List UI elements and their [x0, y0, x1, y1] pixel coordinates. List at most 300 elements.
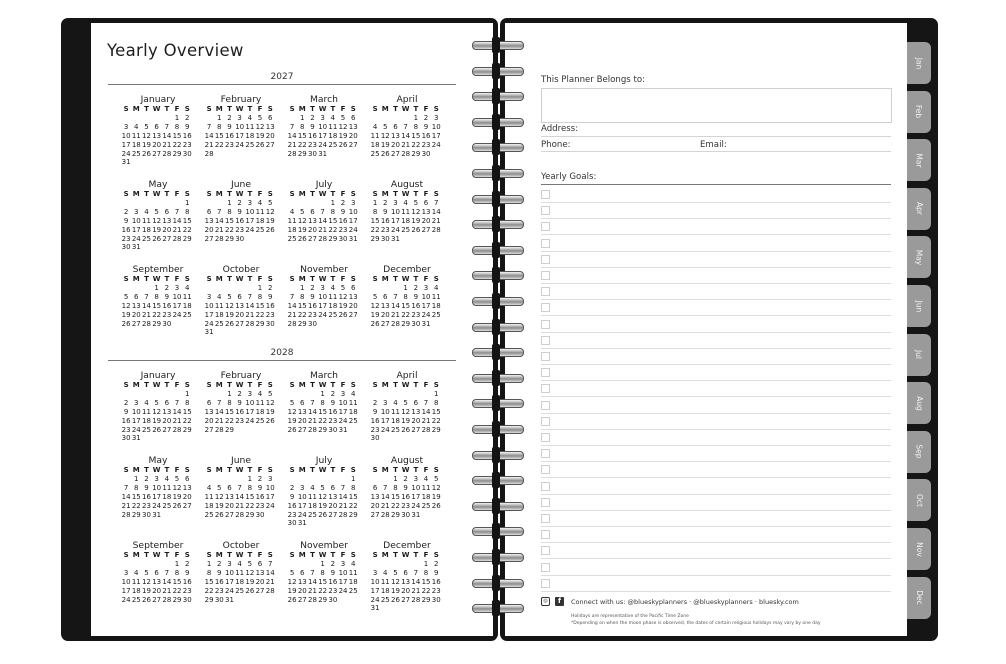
day-cell: 13: [421, 207, 431, 216]
weekday-header: W: [318, 105, 327, 113]
day-cell: 20: [391, 140, 400, 149]
goal-row[interactable]: [541, 461, 891, 478]
day-cell: 29: [421, 595, 431, 604]
blank-day: [152, 390, 162, 399]
day-cell: 10: [391, 207, 400, 216]
tab-feb[interactable]: [907, 91, 931, 133]
day-cell: 14: [162, 577, 172, 586]
weekday-header: S: [289, 190, 295, 198]
month-name: September: [132, 264, 184, 275]
day-cell: 3: [372, 568, 378, 577]
day-cell: 9: [144, 483, 149, 492]
day-cell: 25: [431, 310, 441, 319]
weekday-header: M: [298, 105, 306, 113]
day-cell: 31: [318, 149, 328, 158]
facebook-icon[interactable]: f: [555, 597, 564, 606]
day-cell: 17: [370, 586, 380, 595]
weekday-header: M: [381, 466, 389, 474]
goal-row[interactable]: [541, 445, 891, 462]
day-cell: 30: [380, 234, 390, 243]
blank-day: [141, 284, 151, 293]
day-cell: 14: [431, 207, 441, 216]
day-cell: 12: [152, 216, 162, 225]
day-cell: 7: [164, 122, 170, 131]
day-cell: 7: [206, 122, 212, 131]
day-cell: 28: [308, 595, 317, 604]
day-cell: 31: [225, 595, 234, 604]
day-cell: 21: [421, 416, 431, 425]
weekday-header: T: [393, 381, 398, 389]
weekday-header: S: [267, 105, 273, 113]
goal-checkbox[interactable]: [541, 190, 550, 199]
day-cell: 24: [204, 319, 214, 328]
day-cell: 5: [257, 113, 263, 122]
weekday-header: M: [132, 105, 140, 113]
blank-day: [287, 284, 297, 293]
day-cell: 2: [403, 474, 408, 483]
day-cell: 21: [287, 140, 297, 149]
day-cell: 13: [131, 301, 141, 310]
weekday-header: S: [123, 275, 129, 283]
month-days-grid: [287, 381, 361, 434]
day-cell: 21: [338, 501, 348, 510]
day-cell: 22: [318, 416, 328, 425]
goal-checkbox[interactable]: [541, 255, 550, 264]
day-cell: 20: [235, 310, 245, 319]
goal-row[interactable]: [541, 429, 891, 446]
day-cell: 19: [431, 492, 441, 501]
day-cell: 29: [318, 595, 328, 604]
goal-checkbox[interactable]: [541, 352, 550, 361]
day-cell: 24: [245, 416, 255, 425]
month-days-grid: [370, 466, 444, 519]
goal-row[interactable]: [541, 267, 891, 284]
goal-checkbox[interactable]: [541, 579, 550, 588]
weekday-header: F: [340, 466, 346, 474]
tab-label: Oct: [914, 493, 924, 507]
day-cell: 16: [235, 216, 245, 225]
day-cell: 25: [204, 510, 214, 519]
day-cell: 24: [172, 310, 182, 319]
day-cell: 6: [330, 483, 336, 492]
goal-checkbox[interactable]: [541, 384, 550, 393]
day-cell: 28: [214, 425, 224, 434]
day-cell: 23: [255, 501, 265, 510]
tab-dec[interactable]: [907, 577, 931, 619]
day-cell: 5: [320, 483, 325, 492]
weekday-header: F: [423, 105, 429, 113]
day-cell: 30: [308, 149, 317, 158]
goal-checkbox[interactable]: [541, 303, 550, 312]
weekday-header: T: [164, 190, 170, 198]
goal-row[interactable]: [541, 364, 891, 381]
month-name: November: [300, 540, 348, 551]
day-cell: 28: [265, 586, 275, 595]
goal-row[interactable]: [541, 348, 891, 365]
blank-day: [235, 284, 245, 293]
day-cell: 6: [257, 559, 263, 568]
weekday-header: T: [247, 551, 253, 559]
goal-checkbox[interactable]: [541, 239, 550, 248]
weekday-header: T: [144, 466, 149, 474]
blank-day: [307, 475, 317, 484]
day-cell: 21: [204, 140, 214, 149]
day-cell: 23: [182, 586, 192, 595]
day-cell: 21: [214, 225, 224, 234]
binding-ring: [470, 448, 526, 462]
goal-row[interactable]: [541, 559, 891, 576]
day-cell: 13: [204, 216, 214, 225]
day-cell: 15: [182, 216, 192, 225]
day-cell: 26: [297, 234, 307, 243]
weekday-header: S: [289, 105, 295, 113]
goal-checkbox[interactable]: [541, 563, 550, 572]
blank-day: [141, 560, 151, 569]
goal-checkbox[interactable]: [541, 222, 550, 231]
day-cell: 2: [372, 398, 378, 407]
day-cell: 19: [152, 416, 162, 425]
day-cell: 18: [235, 577, 245, 586]
day-cell: 4: [237, 559, 242, 568]
day-cell: 6: [300, 568, 305, 577]
month-february-2027: [204, 94, 278, 158]
day-cell: 7: [217, 207, 222, 216]
weekday-header: F: [423, 190, 429, 198]
day-cell: 16: [338, 216, 348, 225]
day-cell: 20: [162, 225, 172, 234]
blank-day: [421, 390, 431, 399]
day-cell: 25: [328, 310, 338, 319]
binding-ring: [470, 601, 526, 615]
day-cell: 6: [383, 292, 388, 301]
weekday-header: T: [247, 381, 253, 389]
day-cell: 18: [245, 131, 255, 140]
goal-checkbox[interactable]: [541, 514, 550, 523]
tab-may[interactable]: [907, 236, 931, 278]
day-cell: 28: [162, 595, 172, 604]
day-cell: 18: [131, 140, 141, 149]
weekday-header: F: [423, 551, 429, 559]
day-cell: 6: [403, 568, 408, 577]
weekday-header: F: [174, 381, 180, 389]
blank-day: [162, 390, 172, 399]
day-cell: 22: [172, 586, 182, 595]
day-cell: 26: [411, 225, 421, 234]
day-cell: 7: [289, 292, 295, 301]
goal-checkbox[interactable]: [541, 320, 550, 329]
day-cell: 2: [433, 559, 439, 568]
day-cell: 27: [297, 425, 307, 434]
goal-row[interactable]: [541, 575, 891, 592]
goal-row[interactable]: [541, 251, 891, 268]
weekday-header: W: [152, 466, 161, 474]
day-cell: 16: [225, 131, 234, 140]
day-cell: 30: [338, 234, 348, 243]
day-cell: 22: [411, 140, 421, 149]
day-cell: 12: [338, 292, 348, 301]
tab-jul[interactable]: [907, 334, 931, 376]
day-cell: 21: [287, 310, 297, 319]
day-cell: 8: [154, 292, 159, 301]
weekday-header: T: [144, 551, 149, 559]
goal-checkbox[interactable]: [541, 336, 550, 345]
weekday-header: S: [372, 275, 378, 283]
blank-day: [287, 390, 297, 399]
day-cell: 13: [235, 301, 245, 310]
day-cell: 16: [265, 301, 275, 310]
goal-checkbox[interactable]: [541, 368, 550, 377]
day-cell: 12: [172, 483, 182, 492]
goal-checkbox[interactable]: [541, 482, 550, 491]
day-cell: 27: [411, 425, 421, 434]
goal-row[interactable]: [541, 202, 891, 219]
binding-ring: [470, 499, 526, 513]
weekday-header: M: [215, 381, 223, 389]
day-cell: 7: [403, 122, 408, 131]
blank-day: [401, 390, 411, 399]
goal-checkbox[interactable]: [541, 271, 550, 280]
day-cell: 2: [267, 283, 273, 292]
day-cell: 26: [318, 510, 328, 519]
month-name: May: [148, 455, 168, 466]
blank-day: [141, 390, 151, 399]
day-cell: 5: [217, 483, 222, 492]
day-cell: 23: [121, 234, 131, 243]
day-cell: 28: [245, 319, 255, 328]
goal-checkbox[interactable]: [541, 449, 550, 458]
day-cell: 11: [142, 407, 151, 416]
day-cell: 30: [328, 425, 338, 434]
day-cell: 9: [123, 407, 129, 416]
day-cell: 16: [287, 501, 297, 510]
yearly-overview-page: [91, 23, 493, 636]
day-cell: 30: [265, 319, 275, 328]
day-cell: 4: [184, 283, 190, 292]
weekday-header: T: [330, 105, 336, 113]
month-days-grid: [370, 275, 444, 328]
day-cell: 27: [328, 510, 338, 519]
day-cell: 8: [423, 568, 429, 577]
weekday-header: T: [310, 275, 315, 283]
goal-checkbox[interactable]: [541, 287, 550, 296]
day-cell: 1: [134, 474, 139, 483]
day-cell: 30: [255, 510, 265, 519]
binding-ring: [470, 268, 526, 282]
day-cell: 21: [172, 416, 182, 425]
weekday-header: T: [164, 275, 170, 283]
weekday-header: T: [247, 190, 253, 198]
day-cell: 1: [174, 113, 180, 122]
goal-row[interactable]: [541, 283, 891, 300]
owner-name-field[interactable]: [541, 88, 892, 123]
day-cell: 9: [257, 483, 263, 492]
year-label-2028: 2028: [270, 348, 294, 358]
goal-row[interactable]: [541, 186, 891, 203]
day-cell: 14: [308, 407, 317, 416]
goal-row[interactable]: [541, 542, 891, 559]
month-days-grid: [204, 190, 278, 243]
day-cell: 12: [152, 407, 162, 416]
blank-day: [121, 284, 131, 293]
day-cell: 27: [297, 595, 307, 604]
blank-day: [390, 560, 400, 569]
day-cell: 17: [338, 407, 348, 416]
day-cell: 14: [162, 131, 172, 140]
day-cell: 13: [391, 131, 400, 140]
goal-row[interactable]: [541, 413, 891, 430]
day-cell: 24: [431, 140, 441, 149]
weekday-header: T: [413, 551, 419, 559]
weekday-header: F: [257, 105, 263, 113]
day-cell: 27: [235, 319, 245, 328]
tab-oct[interactable]: [907, 479, 931, 521]
goal-checkbox[interactable]: [541, 433, 550, 442]
day-cell: 10: [245, 207, 255, 216]
weekday-header: T: [227, 466, 232, 474]
month-days-grid: [204, 105, 278, 158]
day-cell: 23: [308, 310, 317, 319]
day-cell: 7: [413, 568, 419, 577]
tab-aug[interactable]: [907, 382, 931, 424]
goal-row[interactable]: [541, 235, 891, 252]
tab-sep[interactable]: [907, 431, 931, 473]
day-cell: 3: [433, 113, 439, 122]
day-cell: 29: [225, 234, 234, 243]
goal-row[interactable]: [541, 316, 891, 333]
goal-row[interactable]: [541, 332, 891, 349]
tab-label: Jul: [914, 350, 924, 360]
instagram-icon[interactable]: ◎: [541, 597, 550, 606]
day-cell: 4: [164, 474, 170, 483]
day-cell: 2: [310, 283, 315, 292]
day-cell: 15: [328, 216, 338, 225]
month-name: July: [315, 455, 333, 466]
day-cell: 14: [391, 301, 400, 310]
weekday-header: F: [257, 551, 263, 559]
day-cell: 23: [182, 140, 192, 149]
day-cell: 30: [411, 319, 421, 328]
day-cell: 19: [142, 140, 151, 149]
day-cell: 16: [162, 301, 172, 310]
day-cell: 6: [267, 113, 273, 122]
goal-checkbox[interactable]: [541, 206, 550, 215]
day-cell: 28: [172, 234, 182, 243]
day-cell: 18: [308, 501, 317, 510]
goal-row[interactable]: [541, 510, 891, 527]
address-line[interactable]: [541, 136, 891, 137]
day-cell: 10: [235, 122, 245, 131]
day-cell: 9: [310, 122, 315, 131]
day-cell: 11: [214, 301, 224, 310]
tab-jan[interactable]: [907, 42, 931, 84]
day-cell: 30: [431, 595, 441, 604]
weekday-header: W: [235, 381, 244, 389]
goal-checkbox[interactable]: [541, 530, 550, 539]
day-cell: 8: [300, 122, 305, 131]
day-cell: 2: [123, 207, 129, 216]
day-cell: 6: [300, 398, 305, 407]
blank-day: [204, 284, 214, 293]
blank-day: [131, 199, 141, 208]
month-name: October: [222, 540, 260, 551]
goal-row[interactable]: [541, 526, 891, 543]
goal-row[interactable]: [541, 478, 891, 495]
goal-row[interactable]: [541, 494, 891, 511]
goal-checkbox[interactable]: [541, 498, 550, 507]
goal-row[interactable]: [541, 218, 891, 235]
day-cell: 3: [350, 198, 356, 207]
day-cell: 31: [131, 434, 141, 443]
goal-checkbox[interactable]: [541, 546, 550, 555]
day-cell: 23: [328, 586, 338, 595]
day-cell: 4: [257, 389, 263, 398]
day-cell: 24: [318, 140, 328, 149]
day-cell: 8: [174, 568, 180, 577]
day-cell: 2: [164, 283, 170, 292]
month-may-2027: [121, 179, 195, 252]
tab-mar[interactable]: [907, 139, 931, 181]
tab-apr[interactable]: [907, 188, 931, 230]
goal-checkbox[interactable]: [541, 401, 550, 410]
blank-day: [121, 114, 131, 123]
goal-row[interactable]: [541, 299, 891, 316]
month-days-grid: [287, 190, 361, 243]
goal-checkbox[interactable]: [541, 417, 550, 426]
spiral-binding: [470, 38, 526, 628]
day-cell: 18: [131, 586, 141, 595]
blank-day: [162, 560, 172, 569]
day-cell: 7: [340, 483, 346, 492]
day-cell: 9: [383, 207, 388, 216]
weekday-header: M: [215, 105, 223, 113]
day-cell: 2: [237, 389, 242, 398]
day-cell: 22: [172, 140, 182, 149]
weekday-header: S: [267, 190, 273, 198]
tab-nov[interactable]: [907, 528, 931, 570]
goal-row[interactable]: [541, 380, 891, 397]
blank-day: [390, 390, 400, 399]
phone-email-line[interactable]: [541, 151, 891, 152]
weekday-header: S: [350, 466, 356, 474]
day-cell: 18: [162, 492, 172, 501]
day-cell: 7: [433, 198, 439, 207]
day-cell: 9: [237, 398, 242, 407]
blank-day: [370, 284, 380, 293]
day-cell: 3: [134, 207, 139, 216]
day-cell: 15: [421, 577, 431, 586]
day-cell: 17: [318, 301, 328, 310]
goal-row[interactable]: [541, 397, 891, 414]
weekday-header: M: [132, 466, 140, 474]
weekday-header: F: [340, 190, 346, 198]
goals-divider: [541, 184, 891, 185]
month-june-2028: [204, 455, 278, 519]
month-days-grid: [204, 381, 278, 434]
blank-day: [287, 560, 297, 569]
day-cell: 15: [255, 301, 265, 310]
day-cell: 10: [131, 216, 141, 225]
day-cell: 9: [184, 122, 190, 131]
day-cell: 17: [131, 225, 141, 234]
month-october-2027: [204, 264, 278, 337]
day-cell: 13: [308, 216, 317, 225]
tab-jun[interactable]: [907, 285, 931, 327]
goal-checkbox[interactable]: [541, 465, 550, 474]
blank-day: [121, 560, 131, 569]
day-cell: 2: [310, 113, 315, 122]
day-cell: 15: [204, 577, 214, 586]
day-cell: 24: [391, 225, 400, 234]
